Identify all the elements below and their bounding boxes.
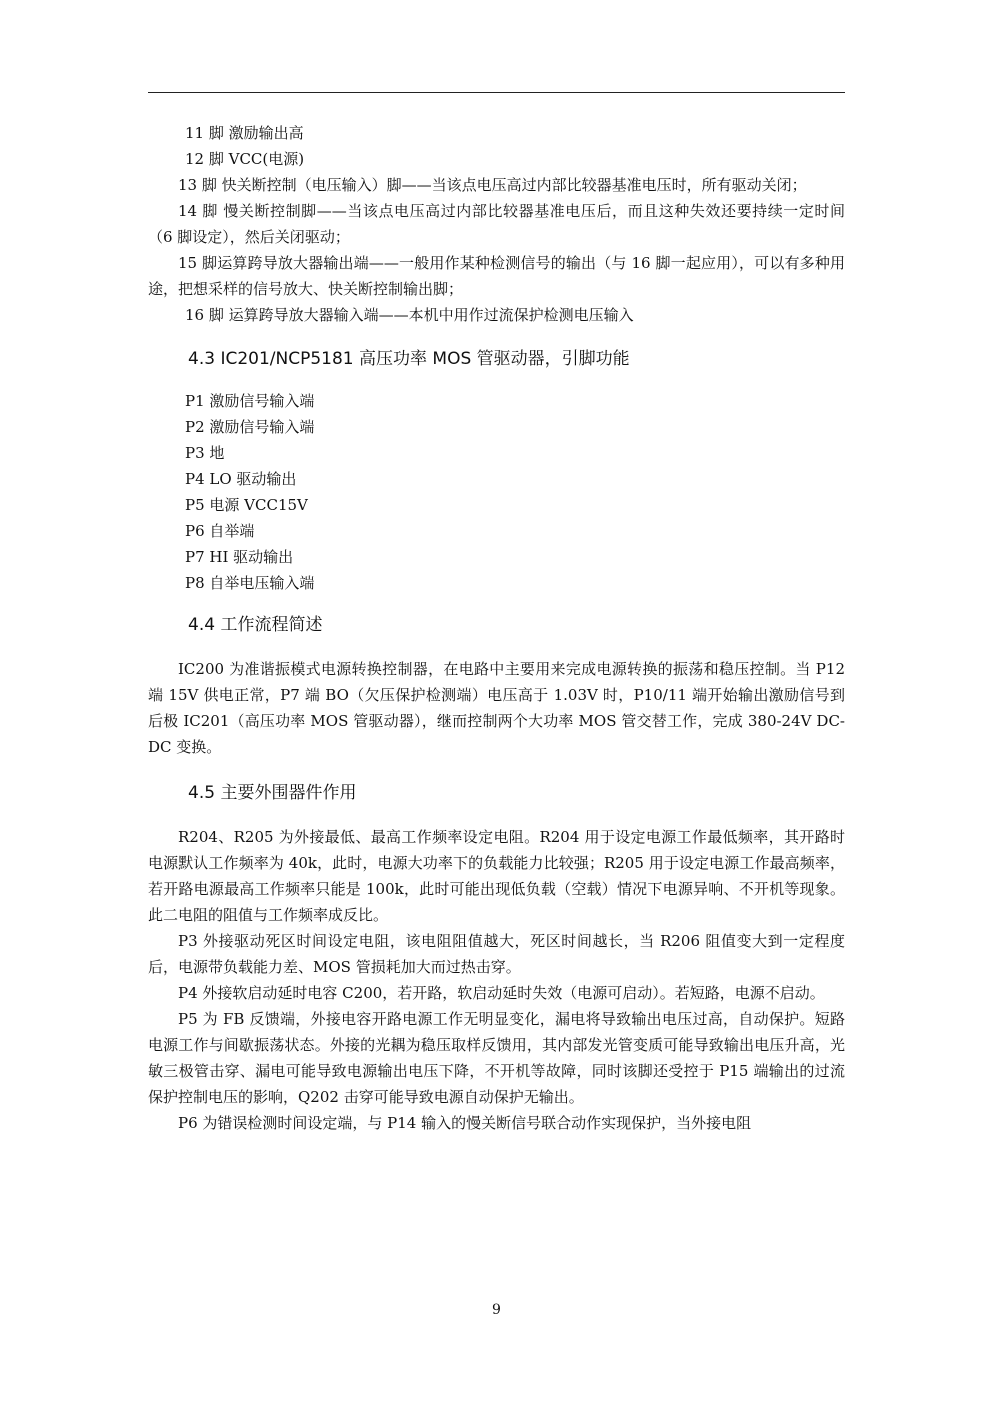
pin-p1: P1 激励信号输入端 — [185, 392, 315, 410]
section-4-5-paragraph-5: P6 为错误检测时间设定端，与 P14 输入的慢关断信号联合动作实现保护，当外接电阻 — [178, 1114, 752, 1132]
page-body — [148, 120, 845, 1136]
pin-p7: P7 HI 驱动输出 — [185, 548, 294, 566]
pin-p3: P3 地 — [185, 444, 225, 462]
pin-11-text: 11 脚 激励输出高 — [185, 124, 304, 142]
ncp5181-pin-list — [148, 388, 845, 596]
pin-12-text: 12 脚 VCC(电源) — [185, 150, 305, 168]
section-4-5-paragraph-4: P5 为 FB 反馈端，外接电容开路电源工作无明显变化，漏电将导致输出电压过高，自动保护。短路电源工作与间歇振荡状态。外接的光耦为稳压取样反馈用，其内部发光管变质可能导致输出电压升高，光敏三极管击穿、漏电可能导致电源输出电压下降，不开机等故障，同时该脚还受控于 P15 端输出的过流保护控制电压的影响，Q202 击穿可能导致电源自动保护无输出。 — [148, 1010, 845, 1106]
pin-13-text: 13 脚 快关断控制（电压输入）脚——当该点电压高过内部比较器基准电压时，所有驱动关闭； — [178, 176, 807, 194]
pin-16-text: 16 脚 运算跨导放大器输入端——本机中用作过流保护检测电压输入 — [185, 306, 634, 324]
section-4-5-paragraph-3: P4 外接软启动延时电容 C200，若开路，软启动延时失效（电源可启动）。若短路，电源不启动。 — [178, 984, 825, 1002]
section-4-5-heading: 4.5 主要外围器件作用 — [188, 783, 357, 803]
section-4-4-paragraph: IC200 为准谐振模式电源转换控制器，在电路中主要用来完成电源转换的振荡和稳压控制。当 P12 端 15V 供电正常，P7 端 BO（欠压保护检测端）电压高于 1.03V 时，P10/11 端开始输出激励信号到后极 IC201（高压功率 MOS 管驱动器），继而控制两个大功率 MOS 管交替工作，完成 380-24V DC-DC 变换。 — [148, 660, 845, 756]
pin-p4: P4 LO 驱动输出 — [185, 470, 297, 488]
section-4-3-heading: 4.3 IC201/NCP5181 高压功率 MOS 管驱动器，引脚功能 — [188, 349, 630, 369]
page-number: 9 — [492, 1302, 501, 1318]
section-4-5-paragraph-2: P3 外接驱动死区时间设定电阻，该电阻阻值越大，死区时间越长，当 R206 阻值变大到一定程度后，电源带负载能力差、MOS 管损耗加大而过热击穿。 — [148, 932, 845, 976]
pin-p8: P8 自举电压输入端 — [185, 574, 315, 592]
pin-p6: P6 自举端 — [185, 522, 255, 540]
header-rule — [148, 92, 845, 93]
section-4-5-paragraph-1: R204、R205 为外接最低、最高工作频率设定电阻。R204 用于设定电源工作最低频率，其开路时电源默认工作频率为 40k，此时，电源大功率下的负载能力比较强；R205 用于设定电源工作最高频率，若开路电源最高工作频率只能是 100k，此时可能出现低负载（空载）情况下电源异响、不开机等现象。此二电阻的阻值与工作频率成反比。 — [148, 828, 845, 924]
section-4-4-heading: 4.4 工作流程简述 — [188, 615, 323, 635]
pin-p5: P5 电源 VCC15V — [185, 496, 308, 514]
pin-p2: P2 激励信号输入端 — [185, 418, 315, 436]
pin-14-text: 14 脚 慢关断控制脚——当该点电压高过内部比较器基准电压后，而且这种失效还要持续一定时间（6 脚设定），然后关闭驱动； — [148, 202, 845, 246]
pin-15-text: 15 脚运算跨导放大器输出端——一般用作某种检测信号的输出（与 16 脚一起应用），可以有多种用途，把想采样的信号放大、快关断控制输出脚； — [148, 254, 845, 298]
